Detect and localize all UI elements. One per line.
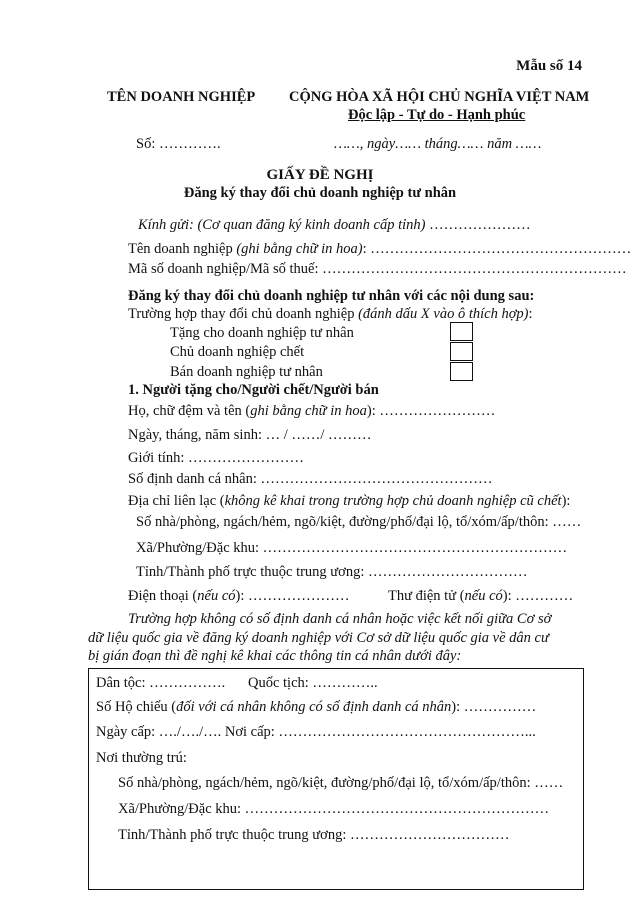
nationality-field: Quốc tịch: ………….. <box>248 675 378 691</box>
issue-date-place-field: Ngày cấp: …./…./…. Nơi cấp: ……………………………………………... <box>96 724 536 740</box>
email-hint: nếu có <box>464 588 503 604</box>
phone-label: Điện thoại ( <box>128 588 198 604</box>
note-line-1: Trường hợp không có số định danh cá nhân hoặc việc kết nối giữa Cơ sở <box>128 611 552 627</box>
option-label-death: Chủ doanh nghiệp chết <box>170 344 305 360</box>
email-label: Thư điện tử ( <box>388 588 465 604</box>
date-line: ……, ngày…… tháng…… năm …… <box>334 136 542 152</box>
passport-dots: ): …………… <box>451 699 537 715</box>
province-field: Tỉnh/Thành phố trực thuộc trung ương: …………………………… <box>136 564 528 580</box>
kinh-gui <box>138 217 531 234</box>
tax-code-field <box>128 261 627 278</box>
note-line-3: bị gián đoạn thì đề nghị kê khai các thông tin cá nhân dưới đây: <box>88 648 462 664</box>
phone-hint: nếu có <box>197 588 236 604</box>
gender-field: Giới tính: …………………… <box>128 450 305 466</box>
residence-province-field: Tỉnh/Thành phố trực thuộc trung ương: …………………………… <box>118 827 510 843</box>
note-line-2: dữ liệu quốc gia về đăng ký doanh nghiệp với Cơ sở dữ liệu quốc gia về dân cư <box>88 630 549 646</box>
section-heading: Đăng ký thay đổi chủ doanh nghiệp tư nhân với các nội dung sau: <box>128 288 535 304</box>
kinh-gui-dots: ………………… <box>429 217 531 233</box>
motto: Độc lập - Tự do - Hạnh phúc <box>348 107 526 123</box>
company-name-field <box>128 241 631 258</box>
phone-dots: ): ………………… <box>235 588 350 604</box>
full-name-hint: ghi bằng chữ in hoa <box>250 403 367 419</box>
republic-heading: CỘNG HÒA XÃ HỘI CHỦ NGHĨA VIỆT NAM <box>289 89 590 105</box>
kinh-gui-label: Kính gửi: <box>138 217 194 233</box>
contact-address-label: Địa chỉ liên lạc ( <box>128 493 225 509</box>
passport-label: Số Hộ chiếu ( <box>96 699 177 715</box>
option-label-gift: Tặng cho doanh nghiệp tư nhân <box>170 325 354 341</box>
contact-address-rest: ): <box>561 493 571 509</box>
passport-hint: đối với cá nhân không có số định danh cá nhân <box>176 699 452 715</box>
document-subtitle: Đăng ký thay đổi chủ doanh nghiệp tư nhân <box>183 185 457 201</box>
full-name-dots: ): …………………… <box>366 403 496 419</box>
full-name-label: Họ, chữ đệm và tên ( <box>128 403 251 419</box>
residence-ward-field: Xã/Phường/Đặc khu: ……………………………………………………… <box>118 801 550 817</box>
change-case-label: Trường hợp thay đổi chủ doanh nghiệp <box>128 306 355 322</box>
email-dots: ): ………… <box>502 588 574 604</box>
option-checkbox-sale[interactable] <box>450 362 473 381</box>
so-label: Số: <box>136 136 156 152</box>
option-checkbox-gift[interactable] <box>450 322 473 341</box>
document-number <box>136 136 221 153</box>
ward-field: Xã/Phường/Đặc khu: ……………………………………………………… <box>136 540 568 556</box>
option-label-sale: Bán doanh nghiệp tư nhân <box>170 364 323 380</box>
tax-code-dots: ……………………………………………………… <box>322 261 627 277</box>
contact-address-field <box>128 493 570 510</box>
email-field <box>388 588 573 605</box>
document-title: GIẤY ĐỀ NGHỊ <box>266 167 374 183</box>
company-name-hint: (ghi bằng chữ in hoa) <box>236 241 363 257</box>
street-field: Số nhà/phòng, ngách/hẻm, ngõ/kiệt, đường/phố/đại lộ, tổ/xóm/ấp/thôn: …… <box>136 514 582 530</box>
kinh-gui-hint: (Cơ quan đăng ký kinh doanh cấp tỉnh) <box>197 217 426 233</box>
contact-address-hint: không kê khai trong trường hợp chủ doanh nghiệp cũ chết <box>224 493 562 509</box>
so-dots: …………. <box>158 136 221 152</box>
section1-heading: 1. Người tặng cho/Người chết/Người bán <box>128 382 379 398</box>
personal-id-field: Số định danh cá nhân: ………………………………………… <box>128 471 493 487</box>
full-name-field <box>128 403 495 420</box>
change-case-line <box>128 306 533 323</box>
company-name-heading: TÊN DOANH NGHIỆP <box>107 89 256 105</box>
phone-field <box>128 588 350 605</box>
dob-field: Ngày, tháng, năm sinh: … / ……/ ……… <box>128 427 372 443</box>
option-checkbox-death[interactable] <box>450 342 473 361</box>
residence-label: Nơi thường trú: <box>96 750 187 766</box>
company-name-dots: : ……………………………………………… <box>362 241 632 257</box>
change-case-hint: (đánh dấu X vào ô thích hợp) <box>358 306 529 322</box>
tax-code-label: Mã số doanh nghiệp/Mã số thuế: <box>128 261 319 277</box>
form-number: Mẫu số 14 <box>516 58 582 74</box>
ethnicity-field: Dân tộc: ……………. <box>96 675 226 691</box>
company-name-label: Tên doanh nghiệp <box>128 241 233 257</box>
residence-street-field: Số nhà/phòng, ngách/hẻm, ngõ/kiệt, đường/phố/đại lộ, tổ/xóm/ấp/thôn: …… <box>118 775 564 791</box>
passport-field <box>96 699 536 716</box>
change-case-colon: : <box>528 306 533 322</box>
